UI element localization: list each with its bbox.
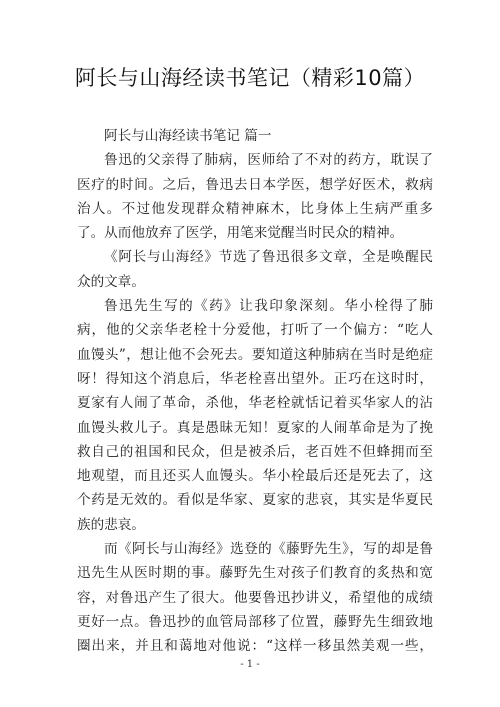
paragraph-line: 而《阿长与山海经》选登的《藤野先生》，写的却是鲁 (104, 541, 433, 558)
paragraph-line: 个药是无效的。看似是华家、夏家的悲哀，其实是华夏民 (77, 492, 433, 509)
paragraph-line: 众的文章。 (77, 273, 145, 290)
paragraph-line: 治人。不过他发现群众精神麻木，比身体上生病严重多 (77, 200, 433, 217)
paragraph-line: 容，对鲁迅产生了很大。他要鲁迅抄讲义，希望他的成绩 (77, 589, 433, 606)
paragraph (77, 294, 433, 537)
paragraph-line: 圈出来，并且和蔼地对他说：“这样一移虽然美观一些， (77, 638, 433, 655)
paragraph-line: 鲁迅先生写的《药》让我印象深刻。华小栓得了肺 (104, 298, 433, 315)
paragraph-line: 血馒头”，想让他不会死去。要知道这种肺病在当时是绝症 (77, 346, 433, 363)
document-title: 阿长与山海经读书笔记（精彩10篇） (74, 66, 426, 90)
paragraph-line: 《阿长与山海经》节选了鲁迅很多文章，全是唤醒民 (104, 249, 433, 266)
paragraph-line: 血馒头救儿子。真是愚昧无知！夏家的人闹革命是为了挽 (77, 419, 433, 436)
section-heading: 阿长与山海经读书笔记 篇一 (104, 128, 272, 144)
paragraph-line: 族的悲哀。 (77, 516, 145, 533)
paragraph-line: 更好一点。鲁迅抄的血管局部移了位置，藤野先生细致地 (77, 613, 433, 630)
paragraph-line: 夏家有人闹了革命，杀他，华老栓就恬记着买华家人的沾 (77, 395, 433, 412)
document-body (77, 124, 433, 659)
paragraph-line: 呀！得知这个消息后，华老栓喜出望外。正巧在这时时， (77, 370, 433, 387)
paragraph-line: 地观望，而且还买人血馒头。华小栓最后还是死去了，这 (77, 468, 433, 485)
paragraph (77, 537, 433, 658)
paragraph-line: 鲁迅的父亲得了肺病，医师给了不对的药方，耽误了 (104, 152, 433, 169)
paragraph-line: 救自己的祖国和民众，但是被杀后，老百姓不但蜂拥而至 (77, 443, 433, 460)
paragraph-line: 医疗的时间。之后，鲁迅去日本学医，想学好医术，救病 (77, 176, 433, 193)
paragraph (77, 245, 433, 294)
paragraph-line: 迅先生从医时期的事。藤野先生对孩子们教育的炙热和宽 (77, 565, 433, 582)
paragraph (77, 148, 433, 245)
paragraph-line: 了。从而他放弃了医学，用笔来觉醒当时民众的精神。 (77, 225, 404, 242)
page-number: - 1 - (240, 659, 260, 670)
paragraph-line: 病，他的父亲华老栓十分爱他，打听了一个偏方：“吃人 (77, 322, 433, 339)
